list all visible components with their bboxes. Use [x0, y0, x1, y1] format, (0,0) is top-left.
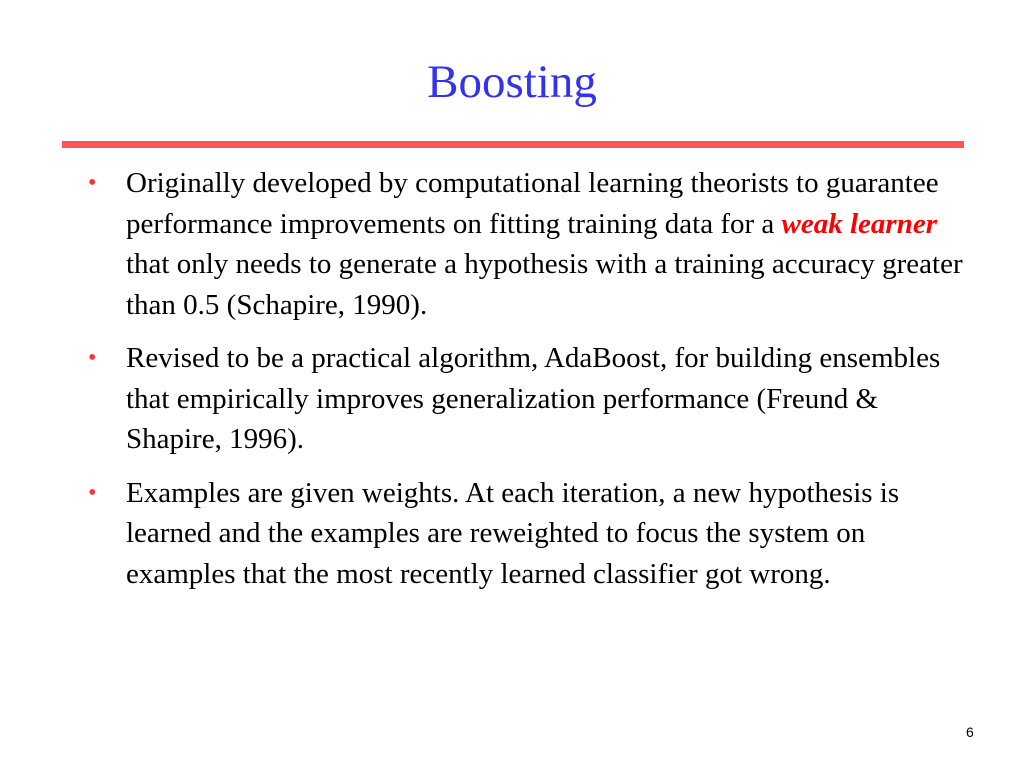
bullet-marker: • — [88, 345, 97, 371]
bullet-item — [0, 473, 1024, 595]
page-number: 6 — [966, 724, 974, 740]
bullet-item — [0, 338, 1024, 460]
bullet-text: Revised to be a practical algorithm, AdaBoost, for building ensembles that empirically improves generalization performance (Freund & Shapire, 1996). — [126, 342, 941, 455]
bullet-text: that only needs to generate a hypothesis with a training accuracy greater than 0.5 (Schapire, 1990). — [126, 248, 963, 321]
bullet-item — [0, 163, 1024, 325]
bullet-text: Originally developed by computational learning theorists to guarantee performance improvements on fitting training data for a — [126, 167, 939, 240]
bullet-list — [0, 163, 1024, 607]
bullet-marker: • — [88, 479, 97, 506]
bullet-marker: • — [88, 170, 97, 196]
slide-title: Boosting — [427, 56, 597, 108]
title-divider — [62, 141, 964, 148]
emphasized-term: weak learner — [781, 207, 937, 240]
bullet-text: Examples are given weights. At each iteration, a new hypothesis is learned and the examples are reweighted to focus the system on examples that the most recently learned classifier got wrong. — [126, 476, 900, 590]
